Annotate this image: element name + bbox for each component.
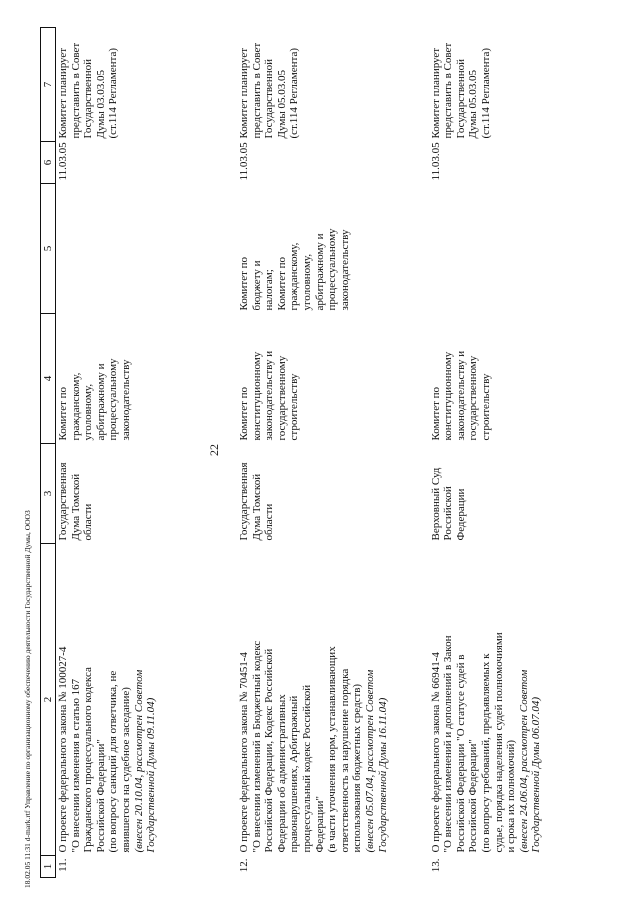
note-line: Комитет планирует: [237, 47, 250, 139]
co-executor-line: законодательству: [338, 229, 351, 311]
bill-title-cell: [56, 544, 237, 856]
bill-line: (в части уточнения норм, устанавливающих: [326, 646, 339, 853]
page-number: 22: [207, 444, 221, 456]
note-line: Думы 05.03.05: [275, 70, 288, 139]
deadline-date: 11.03.05: [57, 142, 69, 181]
bill-note-line: (внесен 20.10.04, рассмотрен Советом: [132, 669, 145, 853]
note-line: (ст.114 Регламента): [288, 47, 301, 139]
note-line: представить в Совет: [442, 42, 455, 139]
responsible-committee-cell: [429, 314, 606, 444]
initiator-line: Дума Томской: [250, 473, 263, 541]
responsible-line: строительству: [288, 373, 301, 441]
bill-line: Федерации об административных: [275, 694, 288, 853]
co-executor-line: арбитражному и: [313, 233, 326, 311]
responsible-line: законодательству и: [454, 350, 467, 441]
deadline-cell: [56, 142, 237, 184]
bill-line: "О внесении изменения в статью 167: [69, 678, 82, 853]
responsible-line: арбитражному и: [94, 363, 107, 441]
bill-line: правонарушениях, Арбитражный: [288, 695, 301, 853]
responsible-committee-cell: [237, 314, 429, 444]
bill-line: ответственность за нарушение порядка: [338, 668, 351, 853]
notes-cell: [237, 28, 429, 142]
header-col-2: 2: [41, 544, 56, 856]
bill-line: Российской Федерации": [467, 739, 480, 853]
responsible-line: конституционному: [442, 351, 455, 441]
table-row: [429, 28, 606, 878]
co-executor-line: бюджету и: [250, 260, 263, 311]
responsible-line: строительству: [479, 373, 492, 441]
initiator-line: Федерации: [454, 488, 467, 541]
bill-line: процессуальный кодекс Российской: [300, 684, 313, 853]
responsible-line: законодательству: [119, 359, 132, 441]
row-number-cell: [429, 856, 606, 878]
schedule-table: [40, 27, 606, 878]
responsible-line: законодательству и: [263, 350, 276, 441]
co-executor-line: Комитет по: [237, 256, 250, 311]
note-line: представить в Совет: [250, 42, 263, 139]
responsible-line: конституционному: [250, 351, 263, 441]
bill-title-cell: [237, 544, 429, 856]
table-row: [56, 28, 237, 878]
header-col-3: 3: [41, 444, 56, 544]
responsible-committee-cell: [56, 314, 237, 444]
note-line: Думы 05.03.05: [467, 70, 480, 139]
deadline-cell: [237, 142, 429, 184]
row-number-cell: [237, 856, 429, 878]
bill-line: и срока их полномочий): [505, 739, 518, 853]
notes-cell: [429, 28, 606, 142]
deadline-date: 11.03.05: [429, 142, 442, 181]
co-executor-line: гражданскому,: [288, 242, 301, 311]
schedule-table-container: [40, 28, 606, 878]
header-row: [41, 28, 56, 878]
initiator-cell: [56, 444, 237, 544]
initiator-line: Российской: [442, 486, 455, 541]
header-col-5: 5: [41, 184, 56, 314]
note-line: (ст.114 Регламента): [479, 47, 492, 139]
note-line: Думы 03.03.05: [94, 70, 107, 139]
responsible-line: Комитет по: [429, 386, 442, 441]
initiator-line: Государственная: [237, 462, 250, 541]
co-executors-cell: [429, 184, 606, 314]
co-executor-line: процессуальному: [326, 228, 339, 311]
note-line: Государственной: [263, 58, 276, 139]
row-number: 12.: [237, 858, 250, 873]
initiator-line: Верховный Суд: [429, 467, 442, 541]
bill-line: "О внесении изменений в Бюджетный кодекс: [250, 640, 263, 853]
responsible-line: государственному: [467, 355, 480, 441]
bill-line: Федерации": [313, 796, 326, 853]
co-executor-line: налогам;: [263, 269, 276, 311]
bill-line: явившегося на судебное заседание): [119, 687, 132, 853]
note-line: Комитет планирует: [57, 47, 69, 139]
bill-line: Гражданского процессуального кодекса: [82, 667, 95, 853]
table-row: [237, 28, 429, 878]
note-line: Государственной: [82, 58, 95, 139]
bill-line: О проекте федерального закона № 66941-4: [429, 652, 442, 853]
bill-line: Российской Федерации "О статусе судей в: [454, 654, 467, 853]
header-col-7: 7: [41, 28, 56, 142]
row-number: 13.: [429, 858, 442, 873]
bill-note-line: (внесен 24.06.04, рассмотрен Советом: [517, 669, 530, 853]
bill-line: Российской Федерации": [94, 739, 107, 853]
bill-line: "О внесении изменений и дополнений в Закон: [442, 635, 455, 853]
note-line: (ст.114 Регламента): [107, 47, 120, 139]
co-executor-line: Комитет по: [275, 256, 288, 311]
page-footer: 18.02.05 11:31 d-mark.rtf Управление по организационному обеспечению деятельности Государственной Думы, ООО3: [23, 510, 32, 888]
bill-line: О проекте федерального закона № 70451-4: [237, 652, 250, 853]
row-number: 11.: [57, 858, 69, 872]
row-number-cell: [56, 856, 237, 878]
responsible-line: уголовному,: [82, 383, 95, 441]
initiator-line: области: [82, 503, 95, 541]
bill-note-line: Государственной Думы 06.07.04): [530, 696, 543, 853]
responsible-line: гражданскому,: [69, 372, 82, 441]
notes-cell: [56, 28, 237, 142]
note-line: Государственной: [454, 58, 467, 139]
responsible-line: Комитет по: [237, 386, 250, 441]
initiator-line: Дума Томской: [69, 473, 82, 541]
deadline-cell: [429, 142, 606, 184]
bill-line: (по вопросу санкций для ответчика, не: [107, 670, 120, 853]
bill-line: (по вопросу требований, предъявляемых к: [479, 653, 492, 853]
bill-title-cell: [429, 544, 606, 856]
note-line: Комитет планирует: [429, 47, 442, 139]
initiator-cell: [237, 444, 429, 544]
deadline-date: 11.03.05: [237, 142, 250, 181]
header-col-1: 1: [41, 856, 56, 878]
header-col-4: 4: [41, 314, 56, 444]
note-line: представить в Совет: [69, 42, 82, 139]
initiator-cell: [429, 444, 606, 544]
initiator-line: Государственная: [57, 462, 69, 541]
bill-line: судье, порядка наделения судей полномочиями: [492, 632, 505, 853]
initiator-line: области: [263, 503, 276, 541]
bill-note-line: Государственной Думы 16.11.04): [376, 697, 389, 853]
bill-line: использования бюджетных средств): [351, 683, 364, 853]
responsible-line: процессуальному: [107, 358, 120, 441]
bill-line: Российской Федерации, Кодекс Российской: [263, 648, 276, 853]
bill-note-line: (внесен 05.07.04, рассмотрен Советом: [363, 669, 376, 853]
bill-line: О проекте федерального закона № 100027-4: [57, 646, 69, 853]
co-executor-line: уголовному,: [300, 253, 313, 311]
bill-note-line: Государственной Думы 09.11.04): [145, 697, 158, 853]
responsible-line: Комитет по: [57, 386, 69, 441]
header-col-6: 6: [41, 142, 56, 184]
responsible-line: государственному: [275, 355, 288, 441]
co-executors-cell: [56, 184, 237, 314]
co-executors-cell: [237, 184, 429, 314]
